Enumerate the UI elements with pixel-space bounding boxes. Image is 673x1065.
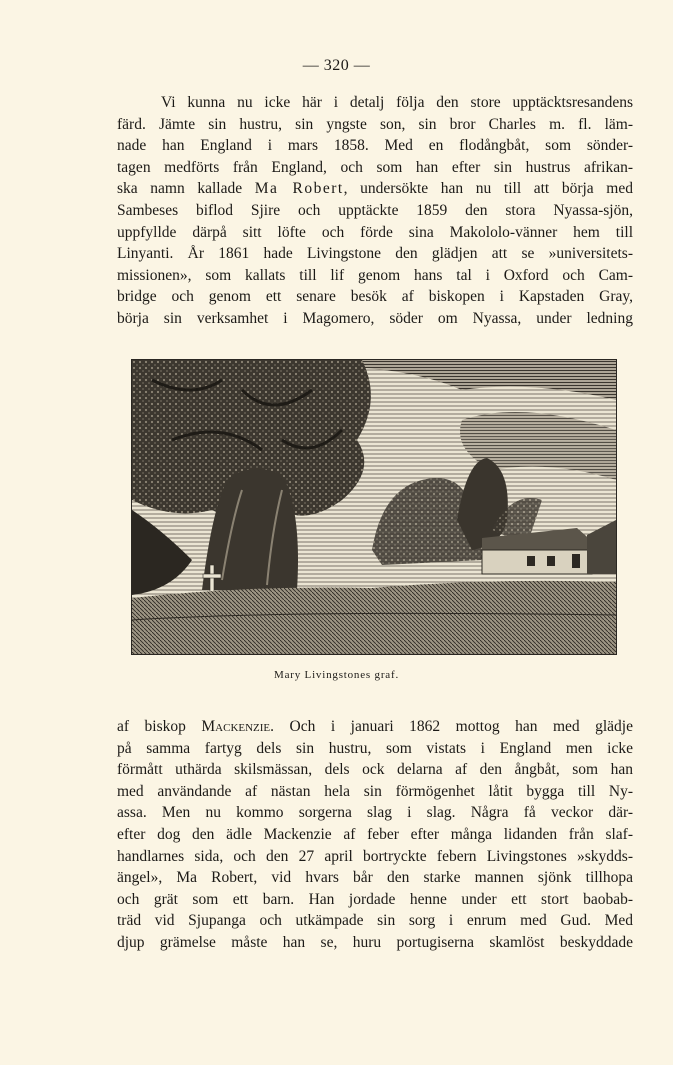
text-line: och grät som ett barn. Han jordade henne under ett stort baobab- (117, 890, 633, 908)
text-line: efter dog den ädle Mackenzie af feber efter många lidanden från slaf- (117, 825, 633, 843)
page-number: — 320 — (302, 57, 371, 74)
text-line: assa. Men nu kommo sorgerna slag i slag. Några få veckor där- (117, 804, 633, 822)
house-window (527, 556, 535, 566)
house-window (547, 556, 555, 566)
text-line: handlarnes sida, och den 27 april bortryckte febern Livingstones »skydds- (117, 847, 633, 865)
text-line: Sambeses biflod Sjire och upptäckte 1859 den stora Nyassa-sjön, (117, 201, 633, 219)
text-line: Vi kunna nu icke här i detalj följa den store upptäcktsresandens (161, 94, 633, 111)
text-fragment: af biskop (117, 718, 202, 735)
text-line: missionen», som kallats till lif genom hans tal i Oxford och Cam- (117, 266, 633, 284)
text-fragment: ska namn kallade (117, 180, 255, 198)
ship-name: Ma Robert (254, 180, 344, 198)
bishop-name: Mackenzie (201, 718, 271, 735)
text-line: djup grämelse måste han se, huru portugiserna skamlöst beskyddade (117, 933, 633, 951)
text-line: uppfyllde därpå sitt löfte och förde sina Makololo-vänner hem till (117, 223, 633, 241)
grave-cross-bar (203, 574, 221, 578)
text-line: med användande af nästan hela sin förmögenhet låtit bygga till Ny- (117, 782, 633, 800)
bottom-paragraph (117, 716, 633, 954)
text-line: Linyanti. År 1861 hade Livingstone den glädjen att se »universitets- (117, 245, 633, 263)
house-door (572, 554, 580, 568)
text-line: färd. Jämte sin hustru, sin yngste son, sin bror Charles m. fl. läm- (117, 115, 633, 133)
text-fragment: . Och i januari 1862 mottog han med glädje (270, 718, 633, 735)
engraving-illustration (131, 359, 617, 655)
text-line: tagen medförts från England, och som han efter sin hustrus afrikan- (117, 158, 633, 176)
top-paragraph (117, 92, 633, 330)
text-line: börja sin verksamhet i Magomero, söder om Nyassa, under ledning (117, 309, 633, 327)
illustration-caption: Mary Livingstones graf. (273, 669, 400, 681)
text-line (117, 178, 633, 200)
text-line: nade han England i mars 1858. Med en flodångbåt, som sönder- (117, 137, 633, 155)
text-line (117, 716, 633, 738)
text-line: träd vid Sjupanga och utkämpade sin sorg i enrum med Gud. Med (117, 912, 633, 930)
ground (132, 581, 616, 654)
text-fragment: , undersökte han nu till att börja med (343, 180, 633, 198)
text-line: ängel», Ma Robert, vid hvars bår den starke mannen sjönk tillhopa (117, 869, 633, 887)
text-line: förmått uthärda skilsmässan, dels ock delarna af den ångbåt, som han (117, 761, 633, 779)
text-line: på samma fartyg dels sin hustru, som vistats i England men icke (117, 739, 633, 757)
text-line: bridge och genom ett senare besök af biskopen i Kapstaden Gray, (117, 288, 633, 306)
